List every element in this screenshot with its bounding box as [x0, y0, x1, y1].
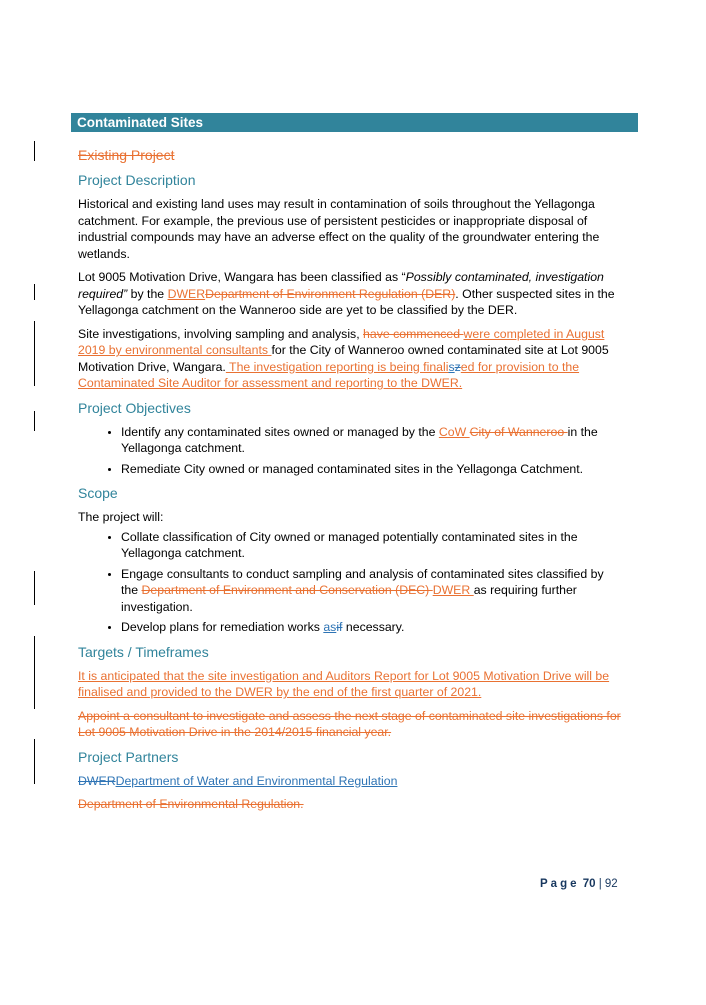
list-item: [121, 566, 623, 616]
deleted-text: Department of Environment Regulation (DER): [205, 286, 456, 301]
project-partners-heading: Project Partners: [78, 748, 179, 765]
partners-line-1: [78, 773, 623, 790]
list-item: • Collate classification of City owned or managed potentially contaminated sites in the Yellagonga catchment.: [121, 529, 623, 562]
text-run: as requiring further investigation.: [121, 583, 577, 614]
section-banner: Contaminated Sites: [71, 113, 638, 132]
targets-inserted-paragraph: It is anticipated that the site investigation and Auditors Report for Lot 9005 Motivation Drive will be finalised and provided to the DWER by the end of the first quarter of 2021.: [78, 668, 610, 699]
page-footer: [540, 878, 618, 890]
deleted-text: have commenced: [363, 326, 464, 341]
description-paragraph-1: Historical and existing land uses may result in contamination of soils throughout the Yellagonga catchment. For example, the previous use of persistent pesticides or inappropriate disposal of industrial compounds may have an adverse effect on the quality of the groundwater entering the wetlands.: [78, 197, 600, 261]
page-number: 70: [582, 878, 596, 890]
page-separator: |: [595, 878, 605, 890]
deleted-text: z: [454, 359, 461, 374]
change-bar: [34, 284, 35, 300]
text-run: necessary.: [342, 620, 405, 634]
targets-deleted-paragraph: Appoint a consultant to investigate and assess the next stage of contaminated site investigations for Lot 9005 Motivation Drive in the 2014/2015 financial year.: [78, 708, 621, 739]
description-paragraph-2: [78, 269, 623, 319]
deleted-text: DWER: [78, 773, 116, 788]
inserted-text: CoW: [438, 424, 470, 439]
project-description-heading: Project Description: [78, 172, 196, 188]
text-run: Develop plans for remediation works: [121, 620, 324, 634]
partners-line-2: Department of Environmental Regulation.: [78, 797, 304, 811]
project-objectives-heading: Project Objectives: [78, 399, 191, 416]
inserted-text: Department of Water and Environmental Regulation: [115, 773, 398, 788]
change-bar: [34, 141, 35, 161]
text-run: Identify any contaminated sites owned or managed by the: [121, 424, 439, 439]
inserted-text: were completed in August 2019 by environmental consultants: [78, 326, 605, 357]
targets-heading: Targets / Timeframes: [78, 643, 209, 660]
change-bar: [34, 411, 35, 431]
scope-heading: Scope: [78, 485, 118, 501]
objectives-list: [78, 424, 623, 478]
page-label: Page: [540, 878, 580, 890]
text-run: for the City of Wanneroo owned contaminated site at Lot 9005 Motivation Drive, Wangara.: [78, 343, 609, 374]
inserted-text: The investigation reporting is being finali: [225, 359, 449, 374]
list-item: [121, 619, 623, 636]
inserted-text: s: [448, 359, 455, 374]
inserted-text: ed for provision to the Contaminated Site Auditor for assessment and reporting to the DWER.: [78, 359, 580, 390]
change-bar: [34, 739, 35, 784]
text-run: . Other suspected sites in the Yellagonga catchment on the Wanneroo side are yet to be classified by the DER.: [78, 286, 615, 317]
text-run: by the: [127, 286, 168, 301]
inserted-text: as: [323, 620, 337, 634]
text-run: Lot 9005 Motivation Drive, Wangara has been classified as “: [78, 270, 406, 284]
deleted-text: if: [336, 620, 343, 634]
inserted-text: DWER: [167, 286, 206, 301]
scope-list: [78, 529, 623, 636]
change-bar: [34, 636, 35, 709]
change-bar: [34, 571, 35, 605]
deleted-text: Department of Environment and Conservation (DEC): [141, 583, 433, 597]
description-paragraph-3: [78, 326, 623, 392]
text-run: Engage consultants to conduct sampling and analysis of contaminated sites classified by the: [121, 566, 604, 597]
italic-text: Possibly contaminated, investigation required”: [78, 270, 604, 301]
existing-project-heading: Existing Project: [78, 147, 175, 163]
document-body: [78, 146, 623, 820]
list-item: • Remediate City owned or managed contaminated sites in the Yellagonga Catchment.: [121, 461, 623, 478]
text-run: Site investigations, involving sampling and analysis,: [78, 326, 364, 341]
total-pages: 92: [604, 878, 618, 890]
scope-intro: The project will:: [78, 510, 164, 524]
inserted-text: DWER: [432, 583, 474, 597]
text-run: in the Yellagonga catchment.: [121, 424, 598, 455]
change-bar: [34, 321, 35, 386]
deleted-text: City of Wanneroo: [469, 424, 568, 439]
list-item: [121, 424, 623, 457]
